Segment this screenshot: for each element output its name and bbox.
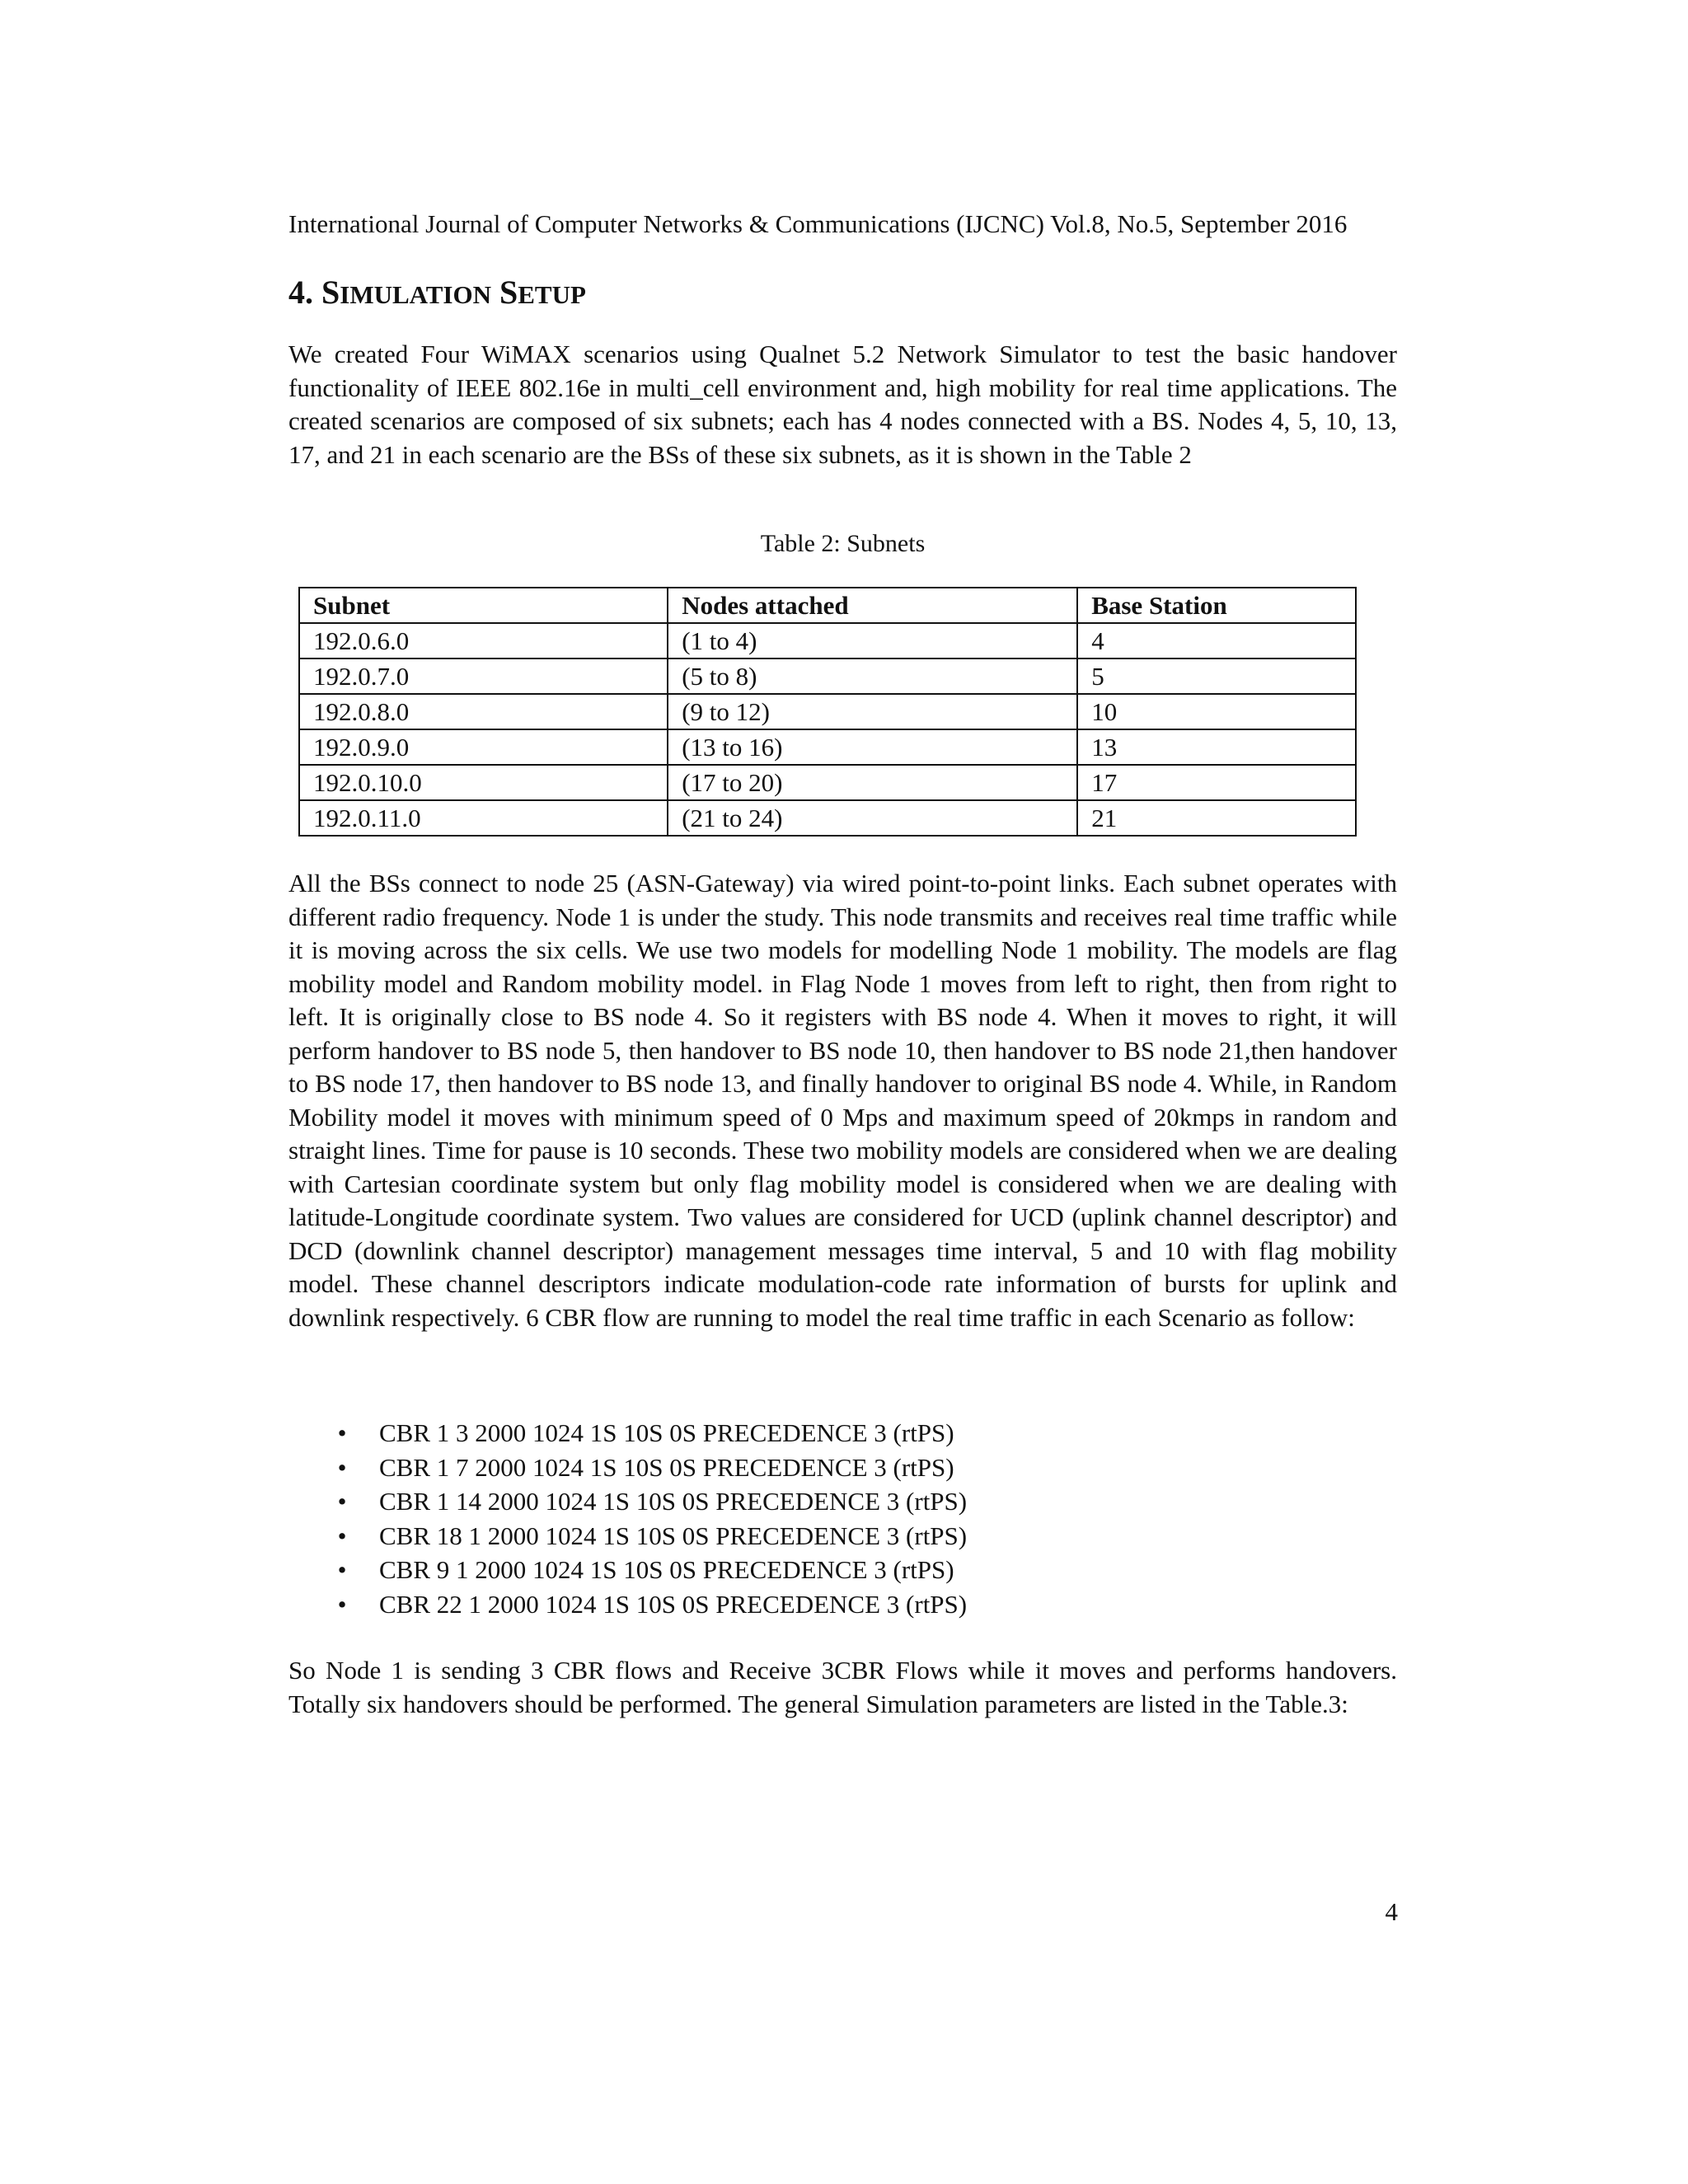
- table-cell-nodes: (5 to 8): [668, 658, 1077, 694]
- bullet-icon: •: [337, 1487, 347, 1516]
- cbr-flow-text: CBR 1 7 2000 1024 1S 10S 0S PRECEDENCE 3 (rtPS): [379, 1452, 954, 1482]
- table-caption: Table 2: Subnets: [760, 530, 926, 557]
- table-cell-subnet: 192.0.10.0: [299, 765, 668, 800]
- cbr-flow-text: CBR 1 14 2000 1024 1S 10S 0S PRECEDENCE 3 (rtPS): [379, 1487, 968, 1516]
- list-item: [330, 1451, 967, 1485]
- table-cell-nodes: (13 to 16): [668, 729, 1077, 765]
- table-cell-nodes: (9 to 12): [668, 694, 1077, 729]
- intro-paragraph: We created Four WiMAX scenarios using Qualnet 5.2 Network Simulator to test the basic handover functionality of IEEE 802.16e in multi_cell environment and, high mobility for real time applications. The created scenarios are composed of six subnets; each has 4 nodes connected with a BS. Nodes 4, 5, 10, 13, 17, and 21 in each scenario are the BSs of these six subnets, as it is shown in the Table 2: [288, 340, 1397, 469]
- table-cell-base-station: 5: [1077, 658, 1356, 694]
- bullet-icon: •: [337, 1418, 347, 1447]
- section-title-initial-1: S: [321, 274, 340, 311]
- cbr-flow-list: [330, 1416, 967, 1621]
- table-cell-nodes: (21 to 24): [668, 800, 1077, 836]
- cbr-flow-text: CBR 1 3 2000 1024 1S 10S 0S PRECEDENCE 3 (rtPS): [379, 1418, 954, 1447]
- section-title-rest-1: IMULATION: [340, 280, 491, 309]
- table-row: [299, 729, 1356, 765]
- section-title-initial-2: S: [499, 274, 518, 311]
- table-row: [299, 694, 1356, 729]
- bullet-icon: •: [337, 1521, 347, 1550]
- list-item: [330, 1484, 967, 1519]
- bullet-icon: •: [337, 1452, 347, 1482]
- list-item: [330, 1519, 967, 1554]
- table-header-row: [299, 588, 1356, 623]
- mobility-paragraph: All the BSs connect to node 25 (ASN-Gateway) via wired point-to-point links. Each subnet operates with different radio frequency. Node 1 is under the study. This node transmits and receives real time traffic while it is moving across the six cells. We use two models for modelling Node 1 mobility. The models are flag mobility model and Random mobility model. in Flag Node 1 moves from left to right, then from right to left. It is originally close to BS node 4. So it registers with BS node 4. When it moves to right, it will perform handover to BS node 5, then handover to BS node 10, then handover to BS node 21,then handover to BS node 17, then handover to BS node 13, and finally handover to original BS node 4. While, in Random Mobility model it moves with minimum speed of 0 Mps and maximum speed of 20kmps in random and straight lines. Time for pause is 10 seconds. These two mobility models are considered when we are dealing with Cartesian coordinate system but only flag mobility model is considered when we are dealing with latitude-Longitude coordinate system. Two values are considered for UCD (uplink channel descriptor) and DCD (downlink channel descriptor) management messages time interval, 5 and 10 with flag mobility model. These channel descriptors indicate modulation-code rate information of bursts for uplink and downlink respectively. 6 CBR flow are running to model the real time traffic in each Scenario as follow:: [288, 869, 1397, 1332]
- list-item: [330, 1587, 967, 1622]
- cbr-flow-text: CBR 22 1 2000 1024 1S 10S 0S PRECEDENCE 3 (rtPS): [379, 1589, 968, 1619]
- table-cell-base-station: 17: [1077, 765, 1356, 800]
- page-number: 4: [1385, 1897, 1398, 1926]
- list-item: [330, 1553, 967, 1587]
- cbr-flow-text: CBR 9 1 2000 1024 1S 10S 0S PRECEDENCE 3 (rtPS): [379, 1555, 954, 1584]
- bullet-icon: •: [337, 1589, 347, 1619]
- column-header-base-station: Base Station: [1077, 588, 1356, 623]
- cbr-flow-text: CBR 18 1 2000 1024 1S 10S 0S PRECEDENCE 3 (rtPS): [379, 1521, 968, 1550]
- running-header: International Journal of Computer Networks & Communications (IJCNC) Vol.8, No.5, September 2016: [288, 209, 1348, 238]
- list-item: [330, 1416, 967, 1451]
- table-cell-base-station: 13: [1077, 729, 1356, 765]
- table-cell-base-station: 21: [1077, 800, 1356, 836]
- table-cell-subnet: 192.0.11.0: [299, 800, 668, 836]
- section-heading: [288, 272, 586, 316]
- table-cell-base-station: 4: [1077, 623, 1356, 658]
- column-header-nodes-attached: Nodes attached: [668, 588, 1077, 623]
- table-row: [299, 658, 1356, 694]
- table-cell-subnet: 192.0.9.0: [299, 729, 668, 765]
- table-cell-nodes: (1 to 4): [668, 623, 1077, 658]
- section-number: 4.: [288, 274, 313, 311]
- table-cell-subnet: 192.0.6.0: [299, 623, 668, 658]
- table-cell-subnet: 192.0.8.0: [299, 694, 668, 729]
- table-row: [299, 800, 1356, 836]
- section-title-rest-2: ETUP: [518, 280, 586, 309]
- table-cell-base-station: 10: [1077, 694, 1356, 729]
- table-cell-subnet: 192.0.7.0: [299, 658, 668, 694]
- subnets-table: [298, 587, 1357, 837]
- column-header-subnet: Subnet: [299, 588, 668, 623]
- table-row: [299, 623, 1356, 658]
- table-cell-nodes: (17 to 20): [668, 765, 1077, 800]
- summary-paragraph: So Node 1 is sending 3 CBR flows and Receive 3CBR Flows while it moves and performs handovers. Totally six handovers should be performed. The general Simulation parameters are listed in the Table.3:: [288, 1656, 1397, 1718]
- table-row: [299, 765, 1356, 800]
- bullet-icon: •: [337, 1555, 347, 1584]
